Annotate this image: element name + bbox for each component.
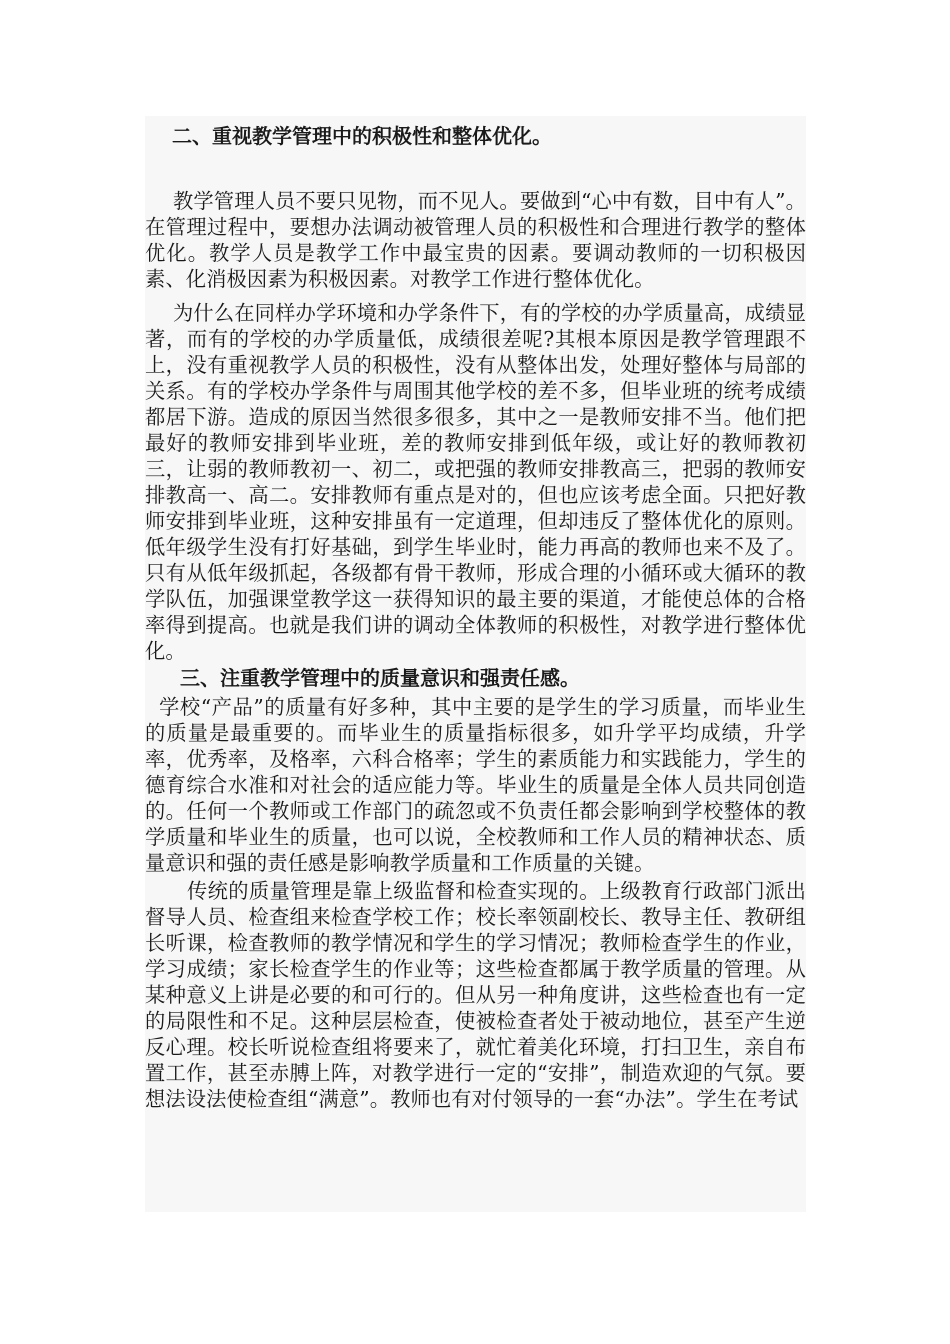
section-2-paragraph-2: 为什么在同样办学环境和办学条件下，有的学校的办学质量高，成绩显著，而有的学校的办学质量低，成绩很差呢?其根本原因是教学管理跟不上，没有重视教学人员的积极性，没有从整体出发，处理好整体与局部的关系。有的学校办学条件与周围其他学校的差不多，但毕业班的统考成绩都居下游。造成的原因当然很多很多，其中之一是教师安排不当。他们把最好的教师安排到毕业班，差的教师安排到低年级，或让好的教师教初三，让弱的教师教初一、初二，或把强的教师安排教高三，把弱的教师安排教高一、高二。安排教师有重点是对的，但也应该考虑全面。只把好教师安排到毕业班，这种安排虽有一定道理，但却违反了整体优化的原则。低年级学生没有打好基础，到学生毕业时，能力再高的教师也来不及了。只有从低年级抓起，各级都有骨干教师，形成合理的小循环或大循环的教学队伍，加强课堂教学这一获得知识的最主要的渠道，才能使总体的合格率得到提高。也就是我们讲的调动全体教师的积极性，对教学进行整体优化。: [145, 301, 806, 663]
section-3-heading: 三、注重教学管理中的质量意识和强责任感。: [180, 666, 580, 690]
section-2-paragraph-1: 教学管理人员不要只见物，而不见人。要做到“心中有数，目中有人”。在管理过程中，要想办法调动被管理人员的积极性和合理进行教学的整体优化。教学人员是教学工作中最宝贵的因素。要调动教师的一切积极因素、化消极因素为积极因素。对教学工作进行整体优化。: [145, 189, 806, 291]
section-2-heading: 二、重视教学管理中的积极性和整体优化。: [172, 124, 552, 148]
section-3-paragraph-1: 学校“产品”的质量有好多种，其中主要的是学生的学习质量，而毕业生的质量是最重要的。而毕业生的质量指标很多，如升学平均成绩，升学率，优秀率，及格率，六科合格率；学生的素质能力和实践能力，学生的德育综合水准和对社会的适应能力等。毕业生的质量是全体人员共同创造的。任何一个教师或工作部门的疏忽或不负责任都会影响到学校整体的教学质量和毕业生的质量，也可以说，全校教师和工作人员的精神状态、质量意识和强的责任感是影响教学质量和工作质量的关键。: [145, 695, 806, 875]
section-3-paragraph-2: 传统的质量管理是靠上级监督和检查实现的。上级教育行政部门派出督导人员、检查组来检查学校工作；校长率领副校长、教导主任、教研组长听课，检查教师的教学情况和学生的学习情况；教师检查学生的作业，学习成绩；家长检查学生的作业等；这些检查都属于教学质量的管理。从某种意义上讲是必要的和可行的。但从另一种角度讲，这些检查也有一定的局限性和不足。这种层层检查，使被检查者处于被动地位，甚至产生逆反心理。校长听说检查组将要来了，就忙着美化环境，打扫卫生，亲自布置工作，甚至赤膊上阵，对教学进行一定的“安排”，制造欢迎的气氛。要想法设法使检查组“满意”。教师也有对付领导的一套“办法”。学生在考试: [145, 879, 806, 1111]
document-body: [145, 116, 806, 1112]
document-page: [145, 116, 806, 1212]
